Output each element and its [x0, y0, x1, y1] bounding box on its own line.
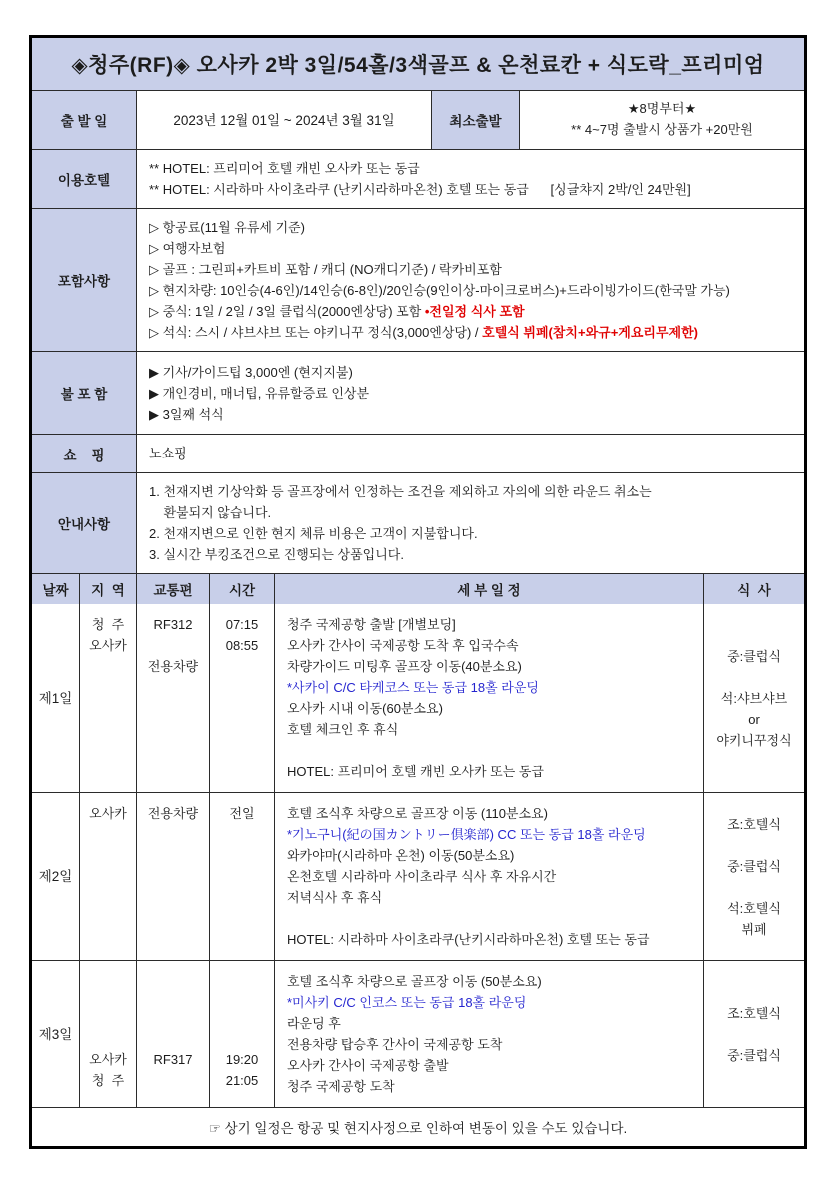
- text-line: 3. 실시간 부킹조건으로 진행되는 상품입니다.: [149, 547, 404, 562]
- text-line: 환불되지 않습니다.: [149, 505, 272, 520]
- day-region: [80, 604, 137, 792]
- departure-row: [32, 90, 804, 149]
- text-line: [287, 614, 691, 635]
- text-line: [287, 929, 691, 950]
- text-line: 21:05: [225, 1073, 259, 1088]
- text-line: 조:호텔식: [727, 816, 781, 832]
- text-line: ** HOTEL: 시라하마 사이초라쿠 (난키시라하마온천) 호텔 또는 동급 [싱글챠지 2박/인 24만원]: [149, 182, 691, 197]
- text-line: 2. 천재지변으로 인한 현지 체류 비용은 고객이 지불합니다.: [149, 526, 478, 541]
- text-line: [287, 656, 691, 677]
- schedule-day-row: [32, 960, 804, 1107]
- text-segment: *기노구니(紀の国カントリー倶楽部) CC 또는 동급 18홀 라운딩: [287, 827, 646, 842]
- text-segment: 청주 국제공항 도착: [287, 1079, 395, 1094]
- hotel-row: [32, 149, 804, 208]
- text-line: [287, 992, 691, 1013]
- text-line: RF312: [153, 617, 193, 632]
- text-line: 야키니꾸정식: [716, 732, 792, 748]
- text-line: 전용차량: [147, 806, 199, 821]
- itinerary-table: [29, 35, 807, 1149]
- text-segment: 오사카 시내 이동(60분소요): [287, 701, 443, 716]
- text-segment: ▷ 석식: 스시 / 샤브샤브 또는 야키니꾸 정식(3,000엔상당) /: [149, 325, 483, 340]
- text-line: 중:클럽식: [727, 648, 781, 664]
- day-region: [80, 793, 137, 960]
- day-transport: [137, 961, 210, 1107]
- text-line: 조:호텔식: [727, 1005, 781, 1021]
- text-line: [287, 719, 691, 740]
- text-line: 1. 천재지변 기상악화 등 골프장에서 인정하는 조건을 제외하고 자의에 의한 라운드 취소는: [149, 484, 652, 499]
- header-details: 세 부 일 정: [275, 574, 704, 604]
- notes-lines: [137, 473, 804, 573]
- text-line: [149, 322, 792, 343]
- header-time: 시간: [210, 574, 275, 604]
- schedule-footer-text: ☞ 상기 일정은 항공 및 현지사정으로 인하여 변동이 있을 수도 있습니다.: [208, 1120, 628, 1136]
- min-departure-line2: ** 4~7명 출발시 상품가 +20만원: [571, 122, 753, 137]
- text-line: 중:클럽식: [727, 1047, 781, 1063]
- text-line: [287, 803, 691, 824]
- text-line: [149, 217, 792, 238]
- text-line: [287, 698, 691, 719]
- day-region: [80, 961, 137, 1107]
- departure-value: 2023년 12월 01일 ~ 2024년 3월 31일: [137, 91, 432, 149]
- schedule-day-row: [32, 604, 804, 792]
- included-label: 포함사항: [32, 209, 137, 351]
- text-line: 청 주: [91, 1073, 125, 1088]
- text-segment: 호텔 조식후 차량으로 골프장 이동 (50분소요): [287, 974, 542, 989]
- not-included-row: [32, 351, 804, 434]
- text-segment: 청주 국제공항 출발 [개별보딩]: [287, 617, 456, 632]
- text-segment: 호텔 조식후 차량으로 골프장 이동 (110분소요): [287, 806, 548, 821]
- text-segment: [287, 743, 291, 758]
- text-line: [287, 908, 691, 929]
- text-line: [287, 887, 691, 908]
- notes-row: [32, 472, 804, 573]
- schedule-header-row: [32, 573, 804, 604]
- day-time: [210, 604, 275, 792]
- day-time: [210, 961, 275, 1107]
- text-segment: 오사카 간사이 국제공항 출발: [287, 1058, 449, 1073]
- page-title-text: ◈청주(RF)◈ 오사카 2박 3일/54홀/3색골프 & 온천료칸 + 식도락_프리미엄: [71, 54, 765, 77]
- text-line: ▶ 3일째 석식: [149, 406, 224, 422]
- header-transport: 교통편: [137, 574, 210, 604]
- text-line: [287, 740, 691, 761]
- not-included-lines: [137, 352, 804, 434]
- header-region: 지 역: [80, 574, 137, 604]
- text-segment: 전용차량 탑승후 간사이 국제공항 도착: [287, 1037, 503, 1052]
- text-segment: *미사키 C/C 인코스 또는 동급 18홀 라운딩: [287, 995, 527, 1010]
- text-segment: 와카야마(시라하마 온천) 이동(50분소요): [287, 848, 515, 863]
- min-departure-line1: ★8명부터★: [627, 101, 697, 116]
- text-line: [287, 866, 691, 887]
- text-segment: *사카이 C/C 타케코스 또는 동급 18홀 라운딩: [287, 680, 539, 695]
- shopping-label: 쇼 핑: [32, 435, 137, 472]
- text-segment: •전일정 식사 포함: [424, 304, 525, 319]
- hotel-label: 이용호텔: [32, 150, 137, 208]
- text-line: 오사카: [89, 806, 127, 821]
- text-segment: ▷ 항공료(11월 유류세 기준): [149, 220, 306, 235]
- text-segment: HOTEL: 프리미어 호텔 캐빈 오사카 또는 동급: [287, 764, 544, 779]
- included-row: [32, 208, 804, 351]
- text-line: 석:호텔식: [727, 900, 781, 916]
- text-line: [287, 1034, 691, 1055]
- text-line: [149, 259, 792, 280]
- text-line: ▶ 개인경비, 매너팁, 유류할증료 인상분: [149, 385, 370, 401]
- included-lines: [137, 209, 804, 351]
- day-meals: [704, 961, 804, 1107]
- text-line: 19:20: [225, 1052, 259, 1067]
- text-line: 청 주: [91, 617, 125, 632]
- text-line: 석:샤브샤브: [720, 690, 788, 706]
- text-segment: 호텔식 뷔페(참치+와규+게요리무제한): [482, 325, 698, 340]
- text-segment: ▷ 현지차량: 10인승(4-6인)/14인승(6-8인)/20인승(9인이상-마이크로버스)+드라이빙가이드(한국말 가능): [149, 283, 730, 298]
- text-line: [752, 835, 756, 856]
- text-line: 07:15: [225, 617, 259, 632]
- day-meals: [704, 604, 804, 792]
- text-segment: ▷ 골프 : 그린피+카트비 포함 / 캐디 (NO캐디기준) / 락카비포함: [149, 262, 502, 277]
- day-details: [275, 961, 704, 1107]
- day-number: 제1일: [32, 604, 80, 792]
- day-number: 제3일: [32, 961, 80, 1107]
- text-line: [752, 667, 756, 688]
- text-line: [287, 677, 691, 698]
- day-meals: [704, 793, 804, 960]
- text-line: [287, 1076, 691, 1097]
- text-line: 전일: [229, 806, 255, 821]
- text-line: [752, 877, 756, 898]
- text-line: or: [748, 711, 760, 727]
- shopping-value: [137, 435, 804, 472]
- schedule-day-row: [32, 792, 804, 960]
- text-line: 중:클럽식: [727, 858, 781, 874]
- text-segment: HOTEL: 시라하마 사이초라쿠(난키시라하마온천) 호텔 또는 동급: [287, 932, 650, 947]
- text-line: 오사카: [89, 1052, 127, 1067]
- text-segment: ▷ 여행자보험: [149, 241, 226, 256]
- header-meals: 식 사: [704, 574, 804, 604]
- text-line: [287, 761, 691, 782]
- text-line: 오사카: [89, 638, 127, 653]
- text-line: [287, 1013, 691, 1034]
- text-line: [287, 845, 691, 866]
- page-title: [32, 38, 804, 90]
- text-line: [287, 824, 691, 845]
- departure-label: 출 발 일: [32, 91, 137, 149]
- day-transport: [137, 793, 210, 960]
- text-line: [149, 301, 792, 322]
- text-segment: [287, 911, 291, 926]
- day-details: [275, 793, 704, 960]
- text-segment: 오사카 간사이 국제공항 도착 후 입국수속: [287, 638, 519, 653]
- text-line: [287, 1055, 691, 1076]
- text-line: 08:55: [225, 638, 259, 653]
- text-line: [287, 971, 691, 992]
- hotel-lines: [137, 150, 804, 208]
- text-line: [149, 238, 792, 259]
- day-time: [210, 793, 275, 960]
- text-line: RF317: [153, 1052, 193, 1067]
- header-date: 날짜: [32, 574, 80, 604]
- day-transport: [137, 604, 210, 792]
- shopping-value-text: 노쇼핑: [149, 446, 187, 461]
- not-included-label: 불 포 함: [32, 352, 137, 434]
- schedule-footer: [32, 1107, 804, 1146]
- notes-label: 안내사항: [32, 473, 137, 573]
- min-departure-value: [520, 91, 804, 149]
- text-segment: 저녁식사 후 휴식: [287, 890, 383, 905]
- text-segment: 호텔 체크인 후 휴식: [287, 722, 399, 737]
- schedule-days: [32, 604, 804, 1107]
- text-line: ** HOTEL: 프리미어 호텔 캐빈 오사카 또는 동급: [149, 161, 420, 176]
- text-line: 뷔페: [741, 921, 767, 937]
- shopping-row: [32, 434, 804, 472]
- text-segment: 차량가이드 미팅후 골프장 이동(40분소요): [287, 659, 522, 674]
- day-number: 제2일: [32, 793, 80, 960]
- text-line: 전용차량: [147, 659, 199, 674]
- text-line: [171, 635, 175, 656]
- text-line: [171, 1070, 175, 1091]
- text-line: [149, 280, 792, 301]
- text-line: [287, 635, 691, 656]
- day-details: [275, 604, 704, 792]
- text-segment: ▷ 중식: 1일 / 2일 / 3일 클럽식(2000엔상당) 포함: [149, 304, 425, 319]
- text-line: ▶ 기사/가이드팁 3,000엔 (현지지불): [149, 364, 353, 380]
- min-departure-label: 최소출발: [432, 91, 520, 149]
- text-segment: 온천호텔 시라하마 사이초라쿠 식사 후 자유시간: [287, 869, 557, 884]
- text-segment: 라운딩 후: [287, 1016, 341, 1031]
- text-line: [752, 1024, 756, 1045]
